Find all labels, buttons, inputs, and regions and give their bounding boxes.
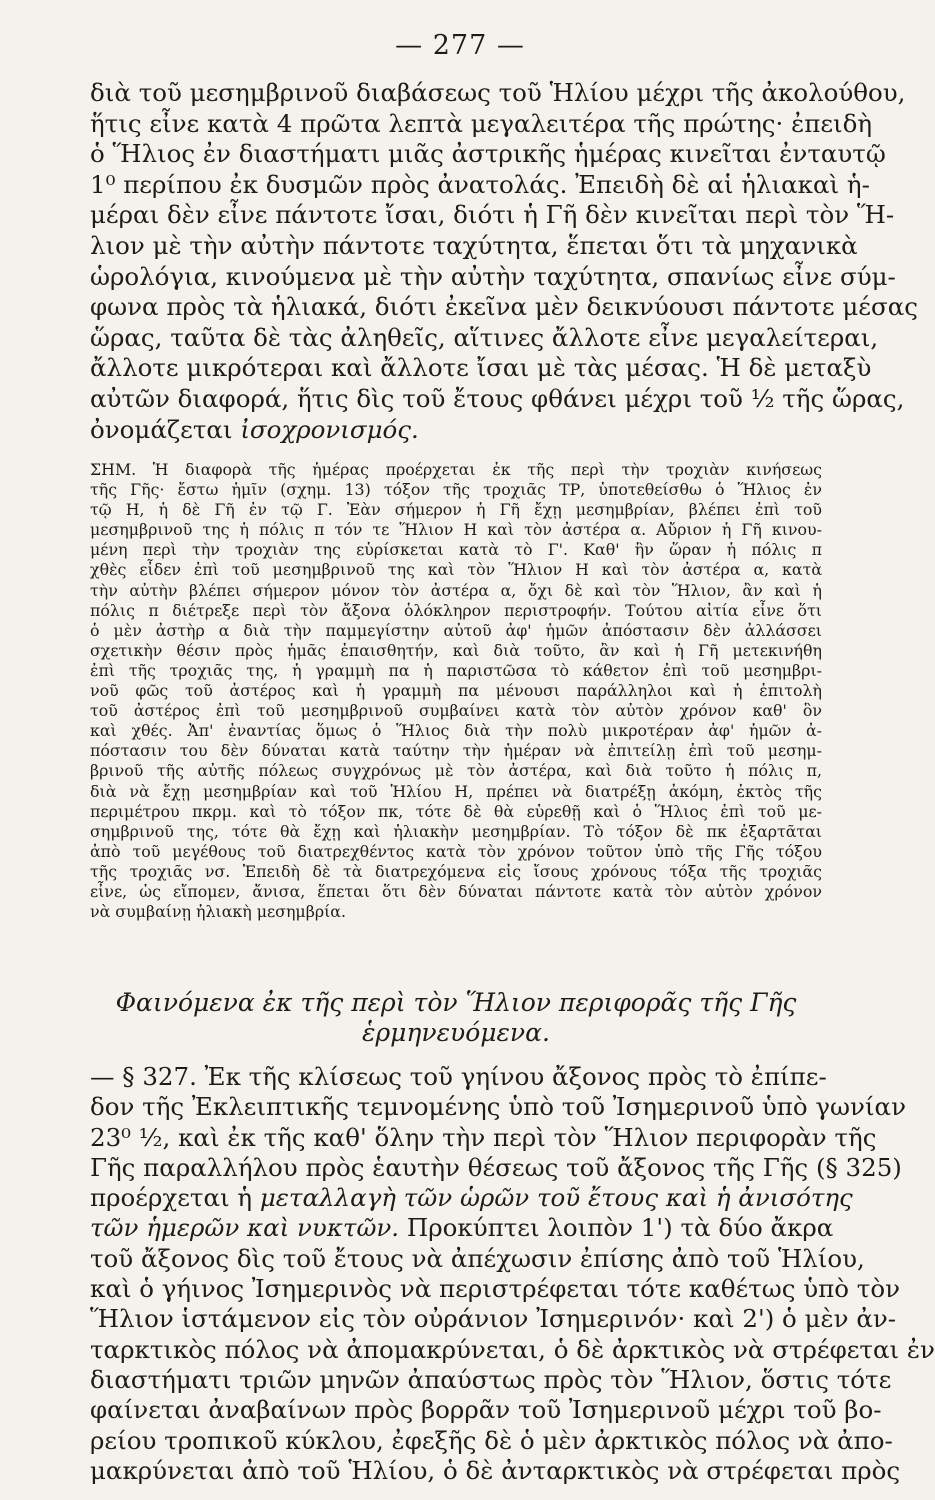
note-line: ἐπὶ τῆς τροχιᾶς της, ἡ γραμμὴ πα ἡ παριστῶσα τὸ κάθετον ἐπὶ τοῦ μεσημβρι- (90, 660, 822, 680)
text-line: φωνα πρὸς τὰ ἡλιακά, διότι ἐκεῖνα μὲν δεικνύουσι πάντοτε μέσας (90, 292, 918, 322)
note-line: πόστασιν του δὲν δύναται κατὰ ταύτην τὴν ἡμέραν νὰ ἐπιτείλῃ ἐπὶ τοῦ μεσημ- (90, 741, 822, 761)
note-line: πόλις π διέτρεξε περὶ τὸν ἄξονα ὁλόκληρον περιστροφήν. Τούτου αἰτία εἶνε ὅτι (90, 600, 822, 620)
note-line: διὰ νὰ ἔχῃ μεσημβρίαν καὶ τοῦ Ἡλίου Η, πρέπει νὰ διατρέξῃ ἀκόμη, ἐκτὸς τῆς (90, 781, 822, 801)
note-line: τὴν αὐτὴν βλέπει σήμερον μόνον τὸν ἀστέρα α, ὄχι δὲ καὶ τὸν Ἥλιον, ἂν καὶ ἡ (90, 580, 822, 600)
text-line: καὶ ὁ γήινος Ἰσημερινὸς νὰ περιστρέφεται τότε καθέτως ὑπὸ τὸν (90, 1274, 900, 1304)
text-line: Ἥλιον ἱστάμενον εἰς τὸν οὐράνιον Ἰσημερινόν· καὶ 2') ὁ μὲν ἀν- (90, 1304, 897, 1334)
note-line: σχετικὴν θέσιν πρὸς ἡμᾶς ἐπαισθητήν, καὶ διὰ τοῦτο, ἂν καὶ ἡ Γῆ μετεκινήθη (90, 640, 822, 660)
text-line: — § 327. Ἐκ τῆς κλίσεως τοῦ γηίνου ἄξονος πρὸς τὸ ἐπίπε- (90, 1062, 827, 1091)
text-line: μέραι δὲν εἶνε πάντοτε ἴσαι, διότι ἡ Γῆ δὲν κινεῖται περὶ τὸν Ἥ- (90, 200, 895, 230)
text-line: ὁ Ἥλιος ἐν διαστήματι μιᾶς ἀστρικῆς ἡμέρας κινεῖται ἐνταυτῷ (90, 139, 886, 169)
note-line: νοῦ φῶς τοῦ ἀστέρος καὶ ἡ γραμμὴ πα μένουσι παράλληλοι καὶ ἡ ἐπιτολὴ (90, 681, 822, 701)
text-line (90, 415, 822, 446)
italic-term: τῶν ἡμερῶν καὶ νυκτῶν. (90, 1213, 400, 1243)
note-line: ὁ μὲν ἀστὴρ α διὰ τὴν παμμεγίστην αὐτοῦ ἀφ' ἡμῶν ἀπόστασιν δὲν ἀλλάσσει (90, 620, 822, 640)
text-fragment: Προκύπτει λοιπὸν 1') τὰ δύο ἄκρα (399, 1213, 834, 1243)
note-line: μένη περὶ τὴν τροχιὰν της εὑρίσκεται κατὰ τὸ Γ'. Καθ' ἣν ὥραν ἡ πόλις π (90, 540, 822, 560)
text-line (90, 1213, 834, 1243)
note-line: τῆς Γῆς· ἔστω ἡμῖν (σχημ. 13) τόξον τῆς τροχιᾶς ΤΡ, ὑποτεθείσθω ὁ Ἥλιος ἐν (90, 480, 822, 500)
note-line: καὶ χθές. Ἀπ' ἐναντίας ὅμως ὁ Ἥλιος διὰ τὴν πολὺ μικροτέραν ἀφ' ἡμῶν ἀ- (90, 721, 822, 741)
text-line: διαστήματι τριῶν μηνῶν ἀπαύστως πρὸς τὸν Ἥλιον, ὅστις τότε (90, 1364, 892, 1394)
text-line: ἄλλοτε μικρότεραι καὶ ἄλλοτε ἴσαι μὲ τὰς μέσας. Ἡ δὲ μεταξὺ (90, 353, 872, 383)
section-heading-line: ἑρμηνευόμενα. (362, 1018, 550, 1047)
text-line: ὥρας, ταῦτα δὲ τὰς ἀληθεῖς, αἵτινες ἄλλοτε εἶνε μεγαλείτεραι, (90, 322, 879, 352)
note-line: ΣΗΜ. Ἡ διαφορὰ τῆς ἡμέρας προέρχεται ἐκ τῆς περὶ τὴν τροχιὰν κινήσεως (90, 460, 822, 479)
text-line: τοῦ ἄξονος δὶς τοῦ ἔτους νὰ ἀπέχωσιν ἐπίσης ἀπὸ τοῦ Ἡλίου, (90, 1243, 865, 1273)
italic-term: μεταλλαγὴ τῶν ὡρῶν τοῦ ἔτους καὶ ἡ ἀνισότης (259, 1183, 853, 1213)
note-line: περιμέτρου πκρμ. καὶ τὸ τόξον πκ, τότε δὲ θὰ εὑρεθῇ καὶ ὁ Ἥλιος ἐπὶ τοῦ με- (90, 801, 822, 821)
text-line: φαίνεται ἀναβαίνων πρὸς βορρᾶν τοῦ Ἰσημερινοῦ μέχρι τοῦ βο- (90, 1395, 882, 1425)
note-line: σημβρινοῦ της, τότε θὰ ἔχῃ καὶ ἡλιακὴν μεσημβρίαν. Τὸ τόξον δὲ πκ ἐξαρτᾶται (90, 821, 822, 841)
text-fragment: προέρχεται ἡ (90, 1183, 260, 1213)
note-line: χθὲς εἶδεν ἐπὶ τοῦ μεσημβρινοῦ της καὶ τὸν Ἥλιον Η καὶ τὸν ἀστέρα α, κατὰ (90, 560, 822, 580)
page-number: — 277 — (395, 30, 525, 61)
text-line: λιον μὲ τὴν αὐτὴν πάντοτε ταχύτητα, ἕπεται ὅτι τὰ μηχανικὰ (90, 230, 858, 260)
note-line: νὰ συμβαίνῃ ἡλιακὴ μεσημβρία. (90, 902, 346, 922)
text-line: ὡρολόγια, κινούμενα μὲ τὴν αὐτὴν ταχύτητα, σπανίως εἶνε σύμ- (90, 261, 896, 291)
note-line: τῷ Η, ἡ δὲ Γῆ ἐν τῷ Γ. Ἐὰν σήμερον ἡ Γῆ ἔχῃ μεσημβρίαν, βλέπει ἐπὶ τοῦ (90, 500, 822, 520)
section-heading-line: Φαινόμενα ἐκ τῆς περὶ τὸν Ἥλιον περιφορᾶς τῆς Γῆς (115, 988, 797, 1017)
note-line: εἶνε, ὡς εἴπομεν, ἄνισα, ἕπεται ὅτι δὲν δύναται πάντοτε κατὰ τὸν αὐτὸν χρόνον (90, 881, 822, 901)
note-paragraph (90, 460, 822, 922)
text-line: 1⁰ περίπου ἐκ δυσμῶν πρὸς ἀνατολάς. Ἐπειδὴ δὲ αἱ ἡλιακαὶ ἡ- (90, 169, 870, 199)
note-line: βρινοῦ τῆς αὐτῆς πόλεως συγχρόνως μὲ τὸν ἀστέρα, καὶ διὰ τοῦτο ἡ πόλις π, (90, 761, 822, 781)
section-327-paragraph (90, 1062, 935, 1486)
main-paragraph (90, 78, 918, 445)
text-line: διὰ τοῦ μεσημβρινοῦ διαβάσεως τοῦ Ἡλίου μέχρι τῆς ἀκολούθου, (90, 78, 906, 107)
text-line: δον τῆς Ἐκλειπτικῆς τεμνομένης ὑπὸ τοῦ Ἰσημερινοῦ ὑπὸ γωνίαν (90, 1092, 906, 1122)
text-line: μακρύνεται ἀπὸ τοῦ Ἡλίου, ὁ δὲ ἀνταρκτικὸς νὰ στρέφεται πρὸς (90, 1455, 901, 1485)
italic-term: ἰσοχρονισμός. (240, 414, 419, 444)
text-line: ρείου τροπικοῦ κύκλου, ἐφεξῆς δὲ ὁ μὲν ἀρκτικὸς πόλος νὰ ἀπο- (90, 1425, 893, 1455)
text-line: ταρκτικὸς πόλος νὰ ἀπομακρύνεται, ὁ δὲ ἀρκτικὸς νὰ στρέφεται ἐν (90, 1334, 935, 1364)
text-line: Γῆς παραλλήλου πρὸς ἑαυτὴν θέσεως τοῦ ἄξονος τῆς Γῆς (§ 325) (90, 1152, 902, 1182)
text-line: αὐτῶν διαφορά, ἥτις δὶς τοῦ ἔτους φθάνει μέχρι τοῦ ½ τῆς ὥρας, (90, 383, 905, 413)
text-fragment: ὀνομάζεται (90, 414, 241, 444)
text-line (90, 1183, 853, 1213)
note-line: μεσημβρινοῦ της ἡ πόλις π τόν τε Ἥλιον Η καὶ τὸν ἀστέρα α. Αὔριον ἡ Γῆ κινου- (90, 520, 822, 540)
note-line: τῆς τροχιᾶς νσ. Ἐπειδὴ δὲ τὰ διατρεχόμενα εἰς ἴσους χρόνους τόξα τῆς τροχιᾶς (90, 861, 822, 881)
section-heading (90, 988, 822, 1048)
note-line: τοῦ ἀστέρος ἐπὶ τοῦ μεσημβρινοῦ συμβαίνει κατὰ τὸν αὐτὸν χρόνον καθ' ὃν (90, 701, 822, 721)
text-line: 23⁰ ½, καὶ ἐκ τῆς καθ' ὅλην τὴν περὶ τὸν Ἥλιον περιφορὰν τῆς (90, 1122, 877, 1152)
note-line: ἀπὸ τοῦ μεγέθους τοῦ διατρεχθέντος κατὰ τὸν χρόνον τοῦτον ὑπὸ τῆς Γῆς τόξου (90, 841, 822, 861)
text-line: ἥτις εἶνε κατὰ 4 πρῶτα λεπτὰ μεγαλειτέρα τῆς πρώτης· ἐπειδὴ (90, 108, 873, 138)
